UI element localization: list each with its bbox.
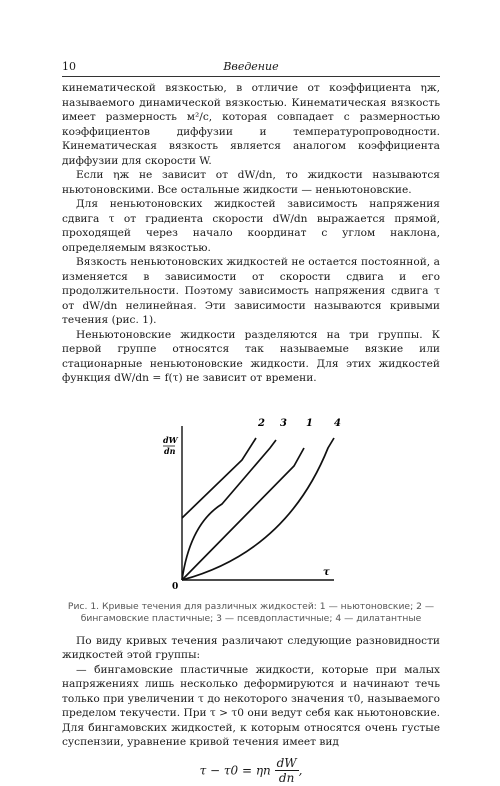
- paragraph: По виду кривых течения различают следующие разновидности жидкостей этой группы:: [62, 634, 440, 661]
- paragraph: Вязкость неньютоновских жидкостей не остается постоянной, а изменяется в зависимости от скорости сдвига и его продолжительности. Поэтому зависимость напряжения сдвига τ от dW/dn нелинейная. Эти зависимости называются кривыми течения (рис. 1).: [62, 256, 440, 326]
- curve-label-3: 3: [280, 417, 287, 429]
- formula-tail: ,: [298, 763, 303, 777]
- y-axis-label-top: dW: [163, 434, 178, 445]
- book-page: [62, 58, 440, 786]
- curve-pseudoplastic: [182, 440, 276, 580]
- flow-curves-figure: [62, 392, 440, 597]
- curve-dilatant: [182, 438, 334, 580]
- formula-denominator: dn: [278, 771, 295, 785]
- paragraph: Неньютоновские жидкости разделяются на три группы. К первой группе относятся так называемые вязкие или стационарные неньютоновские жидкости. Для этих жидкостей функция dW/dn = f(τ) не зависит от времени.: [62, 328, 440, 384]
- paragraph: кинематической вязкостью, в отличие от коэффициента ηж, называемого динамической вязкостью. Кинематическая вязкость имеет размерность м²/с, которая совпадает с размерностью коэффициентов диффузии и температуропроводности. Кинематическая вязкость является аналогом коэффициента диффузии для скорости W.: [62, 82, 440, 167]
- paragraph: Если ηж не зависит от dW/dn, то жидкости называются ньютоновскими. Все остальные жидкости — неньютоновские.: [62, 169, 440, 196]
- page-number: 10: [62, 60, 76, 73]
- formula-fraction: [275, 756, 299, 786]
- x-axis-label: τ: [323, 566, 330, 578]
- page-header: [62, 58, 440, 77]
- curve-newtonian: [182, 448, 304, 580]
- curve-label-4: 4: [334, 417, 341, 429]
- running-title: Введение: [223, 60, 279, 73]
- flow-curves-diagram: [146, 392, 346, 597]
- curve-label-1: 1: [306, 417, 313, 429]
- page-body: [62, 81, 440, 786]
- origin-label: 0: [172, 581, 179, 592]
- formula-numerator: dW: [276, 755, 297, 770]
- figure-caption: Рис. 1. Кривые течения для различных жидкостей: 1 — ньютоновские; 2 — бингамовские пластичные; 3 — псевдопластичные; 4 — дилатантные: [67, 600, 435, 624]
- curve-label-2: 2: [258, 417, 265, 429]
- formula-left: τ − τ0 = ηп: [199, 763, 271, 777]
- paragraph: — бингамовские пластичные жидкости, которые при малых напряжениях лишь несколько деформируются и начинают течь только при увеличении τ до некоторого значения τ0, называемого пределом текучести. При τ > τ0 они ведут себя как ньютоновские. Для бингамовских жидкостей, к которым относятся очень густые суспензии, уравнение кривой течения имеет вид: [62, 663, 440, 748]
- flow-equation: [62, 756, 440, 786]
- y-axis-label-bottom: dn: [164, 445, 176, 456]
- paragraph: Для неньютоновских жидкостей зависимость напряжения сдвига τ от градиента скорости dW/dn выражается прямой, проходящей через начало координат с углом наклона, определяемым вязкостью.: [62, 198, 440, 254]
